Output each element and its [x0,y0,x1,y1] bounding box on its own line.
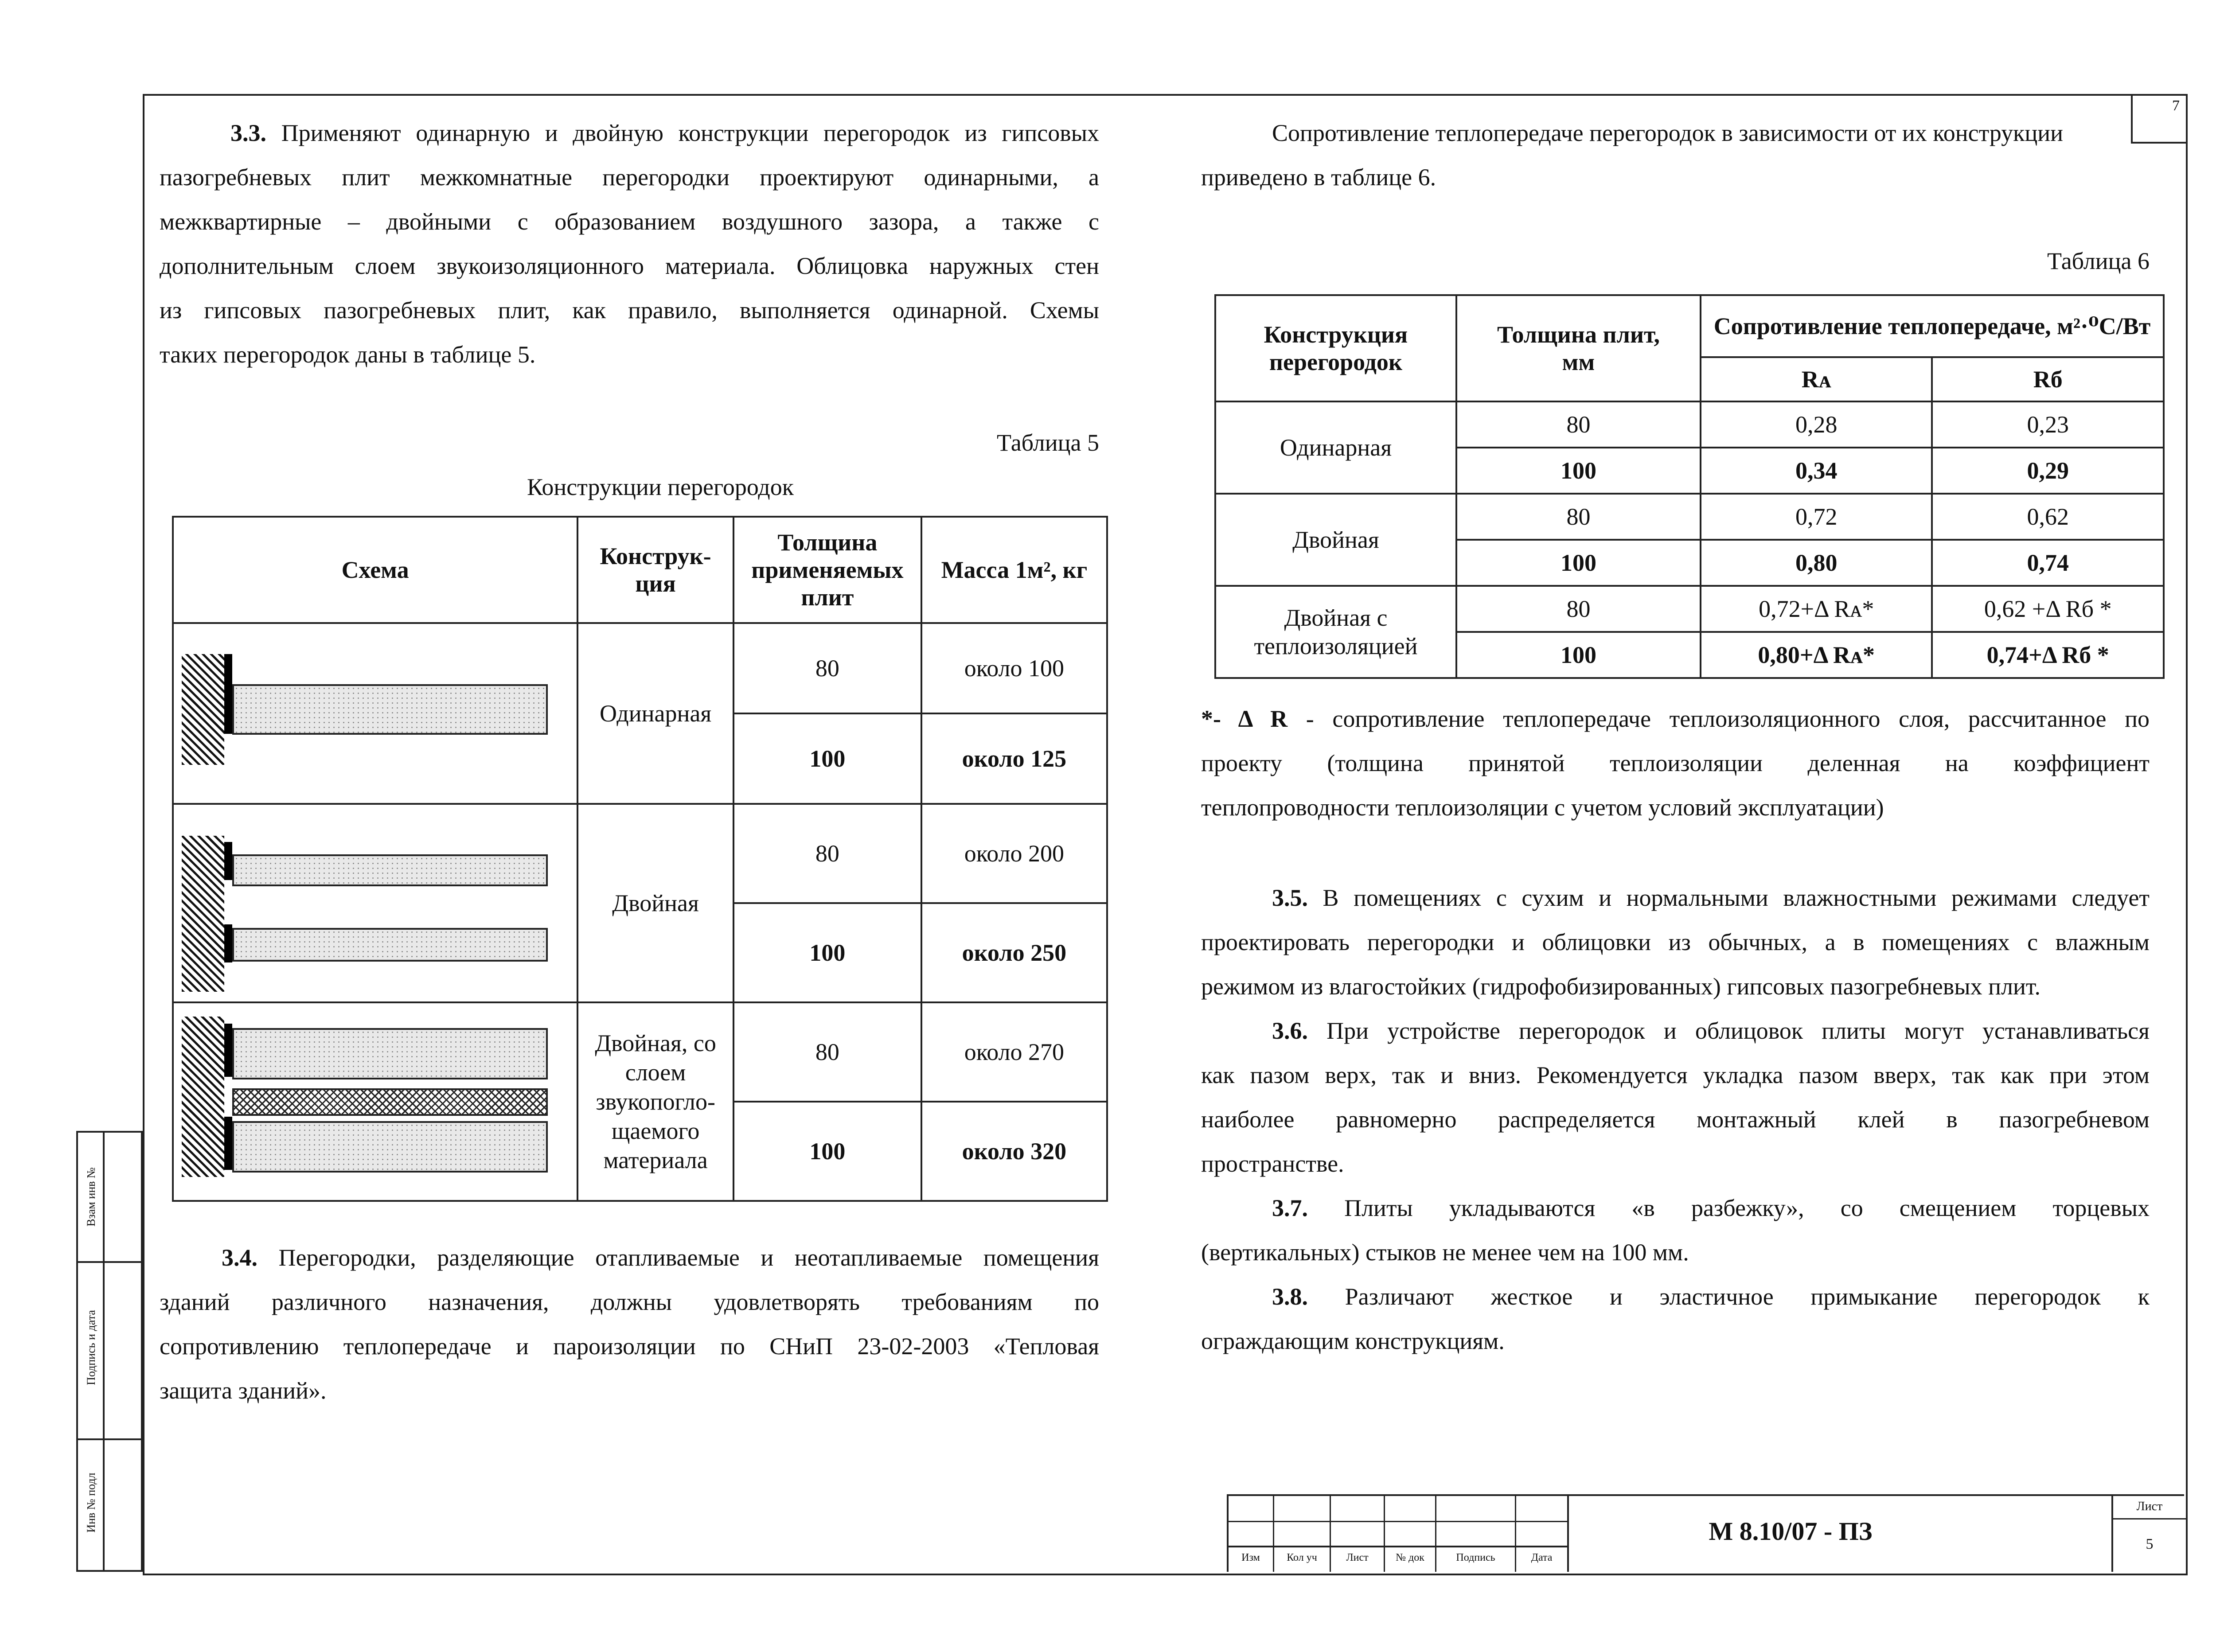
table5-header-thickness: Толщина применяемых плит [733,517,921,623]
table6-thickness: 100 [1456,632,1701,678]
table6-ra: 0,34 [1701,448,1932,494]
table6-thickness: 80 [1456,494,1701,540]
p33-line: таких перегородок даны в таблице 5. [160,341,536,368]
table6-header-ra: Rᴀ [1701,357,1932,401]
p35-line: проектировать перегородки и облицовки из обычных, а в помещениях с влажным [1201,929,2150,955]
title-block [1227,1494,2184,1572]
table6-construction: Одинарная [1215,401,1456,494]
title-block-col: Дата [1531,1552,1553,1563]
side-stamp-label: Инв № подл [85,1473,98,1533]
table5-thickness: 80 [733,804,921,903]
table5-thickness: 100 [733,713,921,804]
table6-label: Таблица 6 [2047,248,2150,274]
title-block-col: Кол уч [1287,1552,1317,1563]
sheet-box [2111,1496,2188,1572]
side-stamp-label: Подпись и дата [85,1310,98,1385]
footnote-line: - сопротивление теплопередаче теплоизоляционного слоя, рассчитанное по [1287,705,2150,732]
p35-number: 3.5. [1272,884,1308,911]
table6-header-rb: Rб [1932,357,2164,401]
sheet-label: Лист [2136,1500,2163,1513]
wall-edge [224,1117,232,1170]
table6-thickness: 80 [1456,401,1701,448]
p33-line: дополнительным слоем звукоизоляционного материала. Облицовка наружных стен [160,253,1099,279]
p34-line: Перегородки, разделяющие отапливаемые и неотапливаемые помещения [278,1244,1100,1271]
table5-header-construction: Конструк-ция [577,517,733,623]
table6-thickness: 100 [1456,540,1701,586]
gypsum-plate-icon [232,1121,548,1173]
p33-line: пазогребневых плит межкомнатные перегородки проектируют одинарными, а [160,164,1099,191]
title-block-col: Подпись [1456,1552,1495,1563]
table6-ra: 0,80+Δ Rᴀ* [1701,632,1932,678]
paragraph-3-4 [160,1235,1099,1413]
table6-construction: Двойная с теплоизоляцией [1215,586,1456,678]
table6-footnote [1201,697,2150,830]
gypsum-plate-icon [232,1028,548,1079]
paragraph-3-5 [1201,876,2150,1009]
wall-hatch-icon [182,836,224,992]
table6-intro [1201,111,2150,199]
p34-line: сопротивлению теплопередаче и пароизоляции по СНиП 23-02-2003 «Тепловая [160,1333,1099,1360]
table6-construction: Двойная [1215,494,1456,586]
table6-rb: 0,74 [1932,540,2164,586]
p36-line: При устройстве перегородок и облицовок плиты могут устанавливаться [1326,1017,2150,1044]
p36-number: 3.6. [1272,1017,1308,1044]
p37-number: 3.7. [1272,1195,1308,1221]
table6-header-thickness: Толщина плит, мм [1456,295,1701,401]
p34-line: зданий различного назначения, должны удовлетворять требованиям по [160,1289,1099,1315]
wall-edge [224,924,232,962]
corner-page-number: 7 [2172,97,2180,114]
sheet-number: 5 [2146,1536,2154,1552]
table5-label: Таблица 5 [997,429,1099,456]
side-stamp-divider [78,1261,141,1263]
paragraph-3-8 [1201,1274,2150,1363]
p38-number: 3.8. [1272,1283,1308,1310]
wall-edge [224,1024,232,1077]
table6-ra: 0,72+Δ Rᴀ* [1701,586,1932,632]
p33-line: межквартирные – двойными с образованием воздушного зазора, а также с [160,208,1099,235]
scheme-double-cell [173,804,577,1002]
p35-line: режимом из влагостойких (гидрофобизированных) гипсовых пазогребневых плит. [1201,973,2040,1000]
title-block-col: № док [1396,1552,1424,1563]
wall-hatch-icon [182,654,224,765]
paragraph-3-6 [1201,1009,2150,1186]
table5-construction: Двойная [577,804,733,1002]
p36-line: как пазом верх, так и вниз. Рекомендуется укладка пазом вверх, так как при этом [1201,1062,2150,1088]
footnote-lead: *- Δ R [1201,705,1288,732]
table6-header-resistance: Сопротивление теплопередаче, м²·⁰С/Вт [1701,295,2164,357]
table5-mass: около 100 [921,623,1107,713]
table6-ra: 0,80 [1701,540,1932,586]
document-code: М 8.10/07 - ПЗ [1709,1517,1873,1546]
intro-line: Сопротивление теплопередаче перегородок в зависимости от их конструкции [1272,120,2064,146]
side-stamp-divider [78,1438,141,1440]
gypsum-plate-icon [232,684,548,735]
p33-number: 3.3. [230,120,266,146]
table5-mass: около 270 [921,1002,1107,1102]
p35-line: В помещениях с сухим и нормальными влажностными режимами следует [1323,884,2150,911]
p38-line: ограждающим конструкциям. [1201,1328,1505,1354]
title-block-col: Лист [1346,1552,1369,1563]
table5-thickness: 80 [733,623,921,713]
table5-thickness: 100 [733,903,921,1002]
footnote-line: проекту (толщина принятой теплоизоляции деленная на коэффициент [1201,750,2150,776]
side-stamp-label: Взам инв № [85,1167,98,1227]
table6-rb: 0,62 +Δ Rб * [1932,586,2164,632]
table6-thickness: 100 [1456,448,1701,494]
gypsum-plate-icon [232,928,548,962]
p36-line: пространстве. [1201,1150,1344,1177]
table6-ra: 0,28 [1701,401,1932,448]
table6-rb: 0,62 [1932,494,2164,540]
table5-mass: около 125 [921,713,1107,804]
p34-line: защита зданий». [160,1377,327,1404]
table5-construction: Одинарная [577,623,733,804]
table5-header-scheme: Схема [173,517,577,623]
p33-line: Применяют одинарную и двойную конструкции перегородок из гипсовых [281,120,1099,146]
wall-edge [224,842,232,880]
table6-thickness: 80 [1456,586,1701,632]
p36-line: наиболее равномерно распределяется монтажный клей в пазогребневом [1201,1106,2150,1133]
table5-thickness: 100 [733,1102,921,1201]
p37-line: Плиты укладываются «в разбежку», со смещением торцевых [1344,1195,2150,1221]
table5-mass: около 320 [921,1102,1107,1201]
p33-line: из гипсовых пазогребневых плит, как правило, выполняется одинарной. Схемы [160,297,1099,323]
wall-hatch-icon [182,1017,224,1177]
table6 [1214,294,2165,679]
table6-rb: 0,29 [1932,448,2164,494]
gypsum-plate-icon [232,854,548,886]
sound-insulation-icon [232,1088,548,1116]
table5-title: Конструкции перегородок [527,474,794,500]
table5-mass: около 200 [921,804,1107,903]
footnote-line: теплопроводности теплоизоляции с учетом условий эксплуатации) [1201,794,1884,821]
table6-ra: 0,72 [1701,494,1932,540]
table5-construction: Двойная, со слоем звукопогло-щаемого материала [577,1002,733,1201]
side-stamp [76,1131,143,1572]
side-stamp-divider [103,1133,105,1570]
table5-mass: около 250 [921,903,1107,1002]
table6-rb: 0,74+Δ Rб * [1932,632,2164,678]
table5-header-mass: Масса 1м², кг [921,517,1107,623]
table6-header-construction: Конструкция перегородок [1215,295,1456,401]
title-block-col: Изм [1241,1552,1260,1563]
table6-rb: 0,23 [1932,401,2164,448]
p38-line: Различают жесткое и эластичное примыкание перегородок к [1345,1283,2150,1310]
p34-number: 3.4. [222,1244,257,1271]
paragraph-3-7 [1201,1186,2150,1274]
wall-edge [224,654,232,734]
table5-thickness: 80 [733,1002,921,1102]
intro-line: приведено в таблице 6. [1201,164,1436,191]
paragraph-3-3 [160,111,1099,377]
p37-line: (вертикальных) стыков не менее чем на 100 мм. [1201,1239,1689,1266]
